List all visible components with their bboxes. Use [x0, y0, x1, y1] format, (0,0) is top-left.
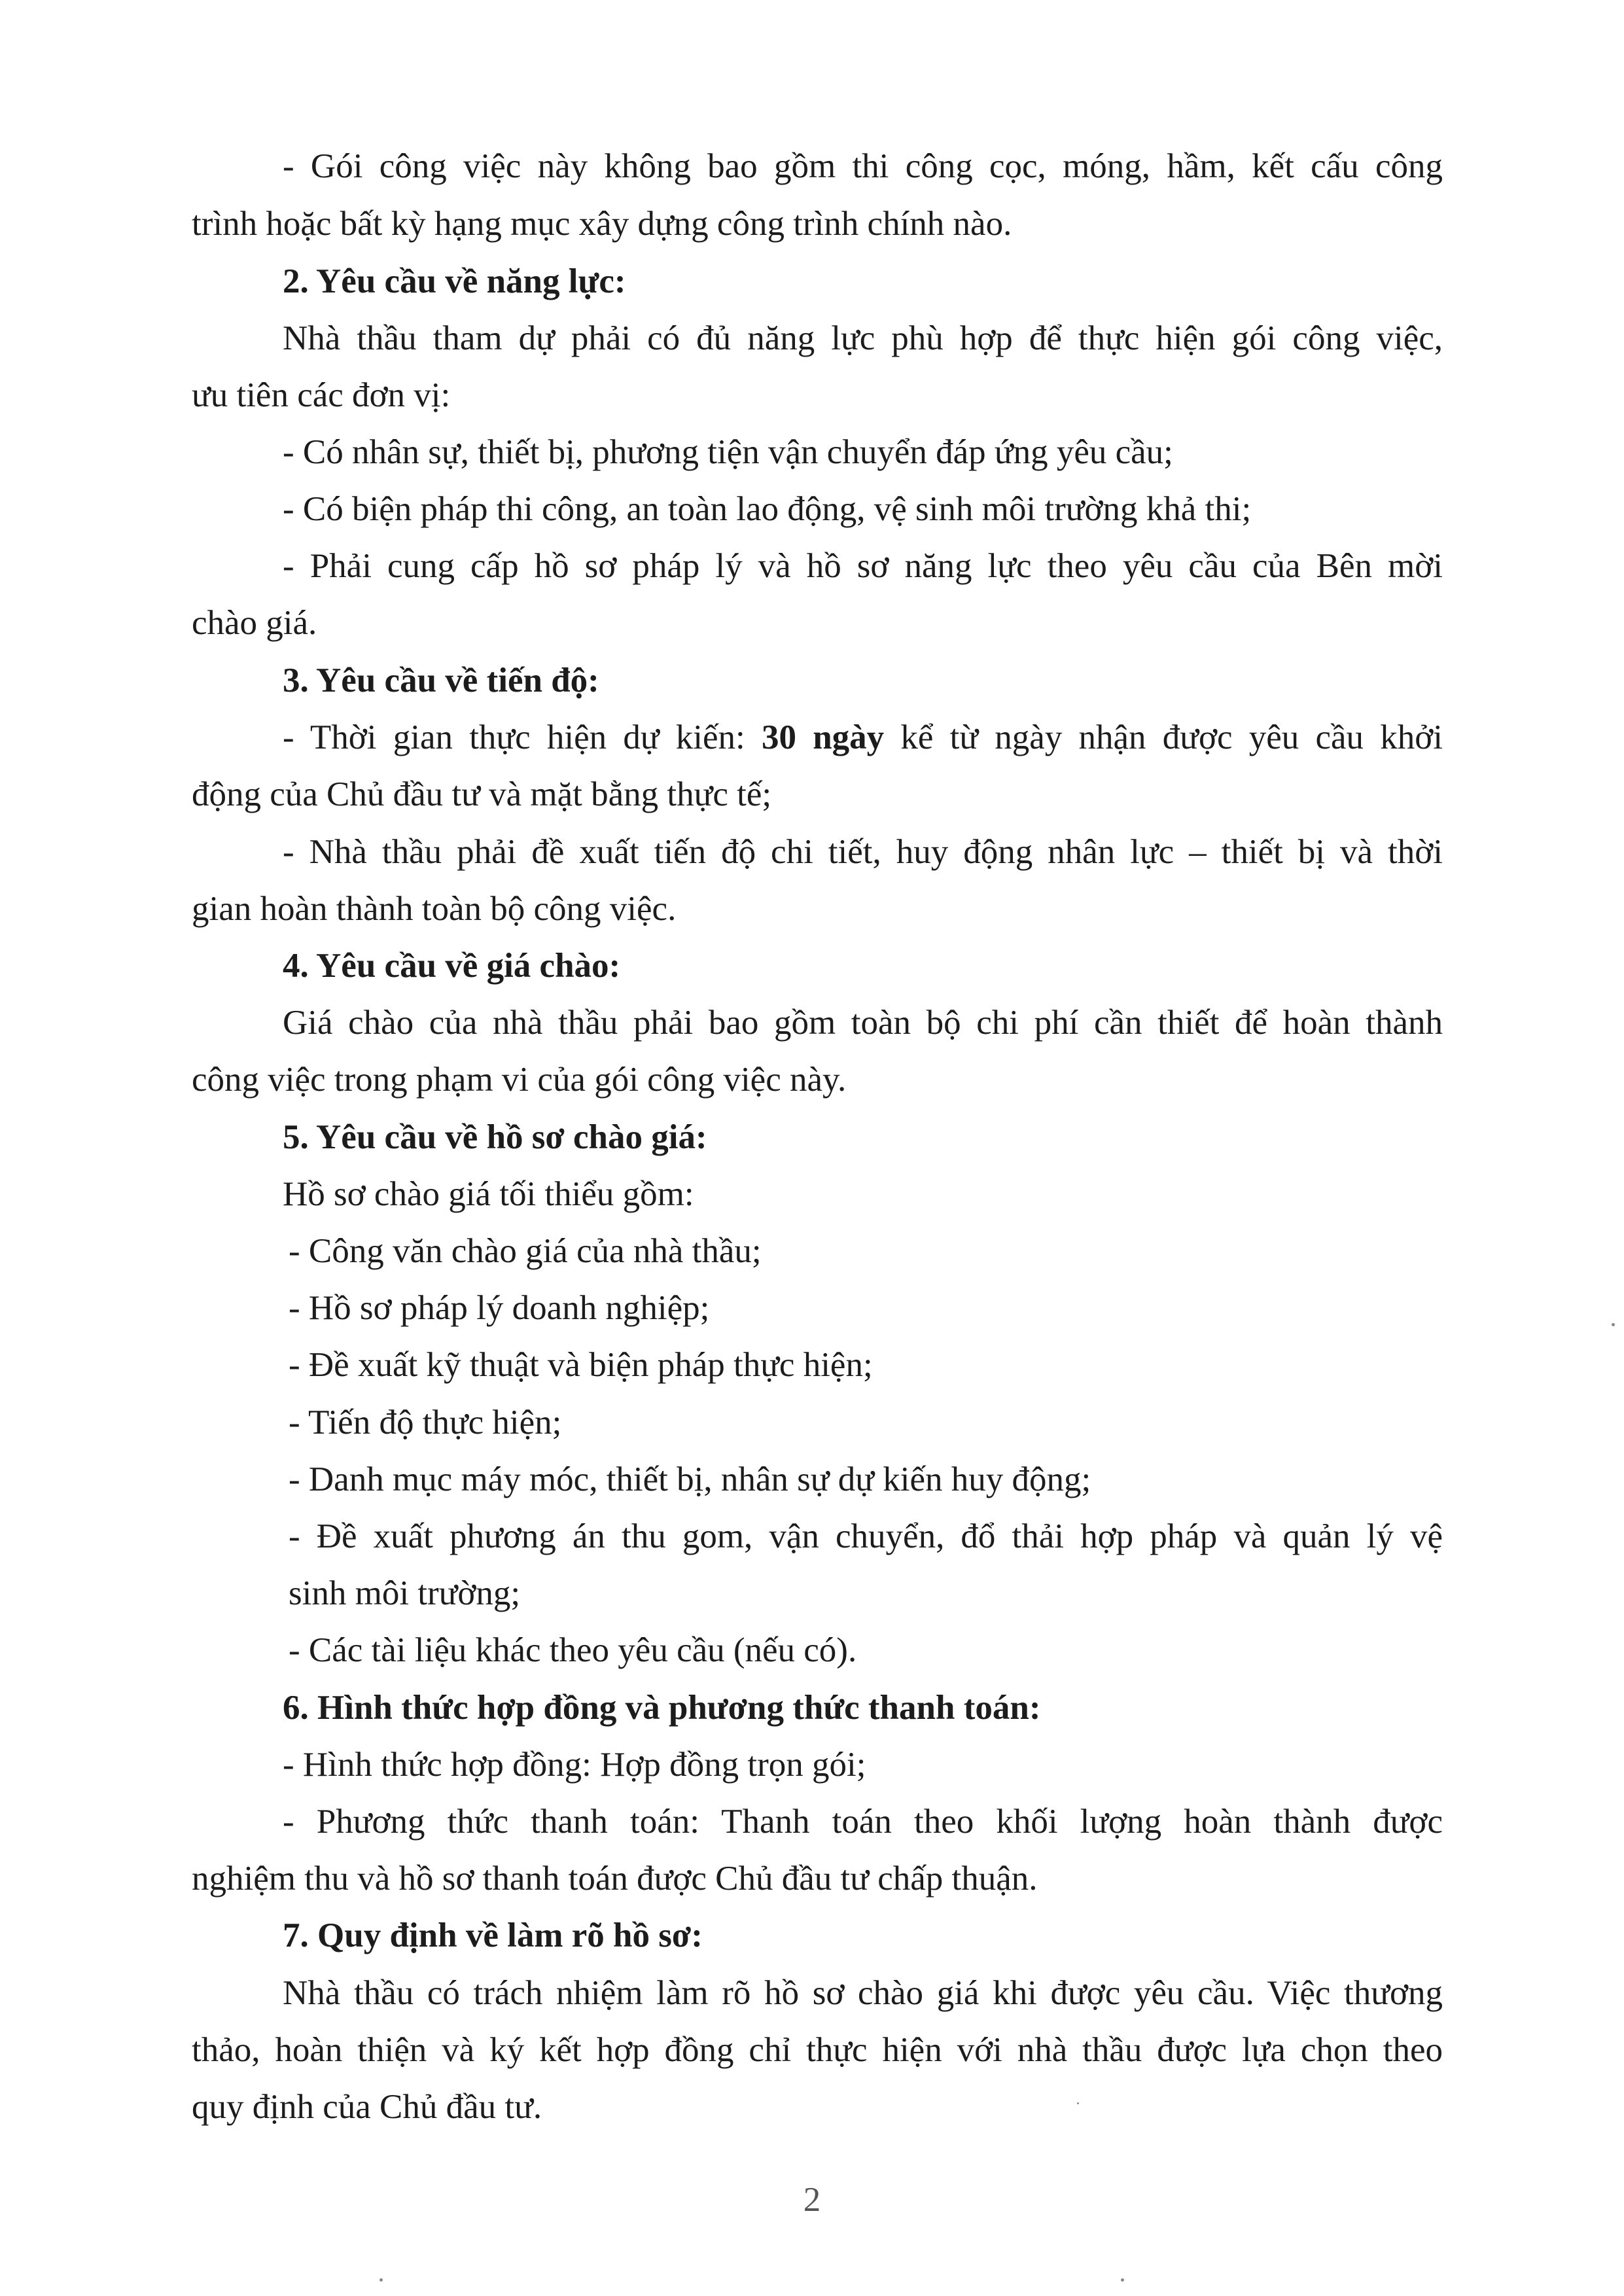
text-line: Hồ sơ chào giá tối thiểu gồm: — [283, 1175, 694, 1213]
text-line: - Gói công việc này không bao gồm thi công cọc, móng, hầm, kết cấu công — [283, 147, 1443, 185]
text-line: Nhà thầu tham dự phải có đủ năng lực phù hợp để thực hiện gói công việc, — [283, 319, 1443, 357]
list-item: - Có biện pháp thi công, an toàn lao động, vệ sinh môi trường khả thi; — [283, 490, 1252, 528]
text-span: - Thời gian thực hiện dự kiến: — [283, 718, 762, 756]
list-item: - Đề xuất kỹ thuật và biện pháp thực hiện; — [289, 1346, 873, 1384]
list-item: - Có nhân sự, thiết bị, phương tiện vận chuyển đáp ứng yêu cầu; — [283, 433, 1173, 471]
duration-value: 30 ngày — [761, 718, 885, 756]
text-line: Nhà thầu có trách nhiệm làm rõ hồ sơ chào giá khi được yêu cầu. Việc thương — [283, 1974, 1443, 2012]
list-item: - Hình thức hợp đồng: Hợp đồng trọn gói; — [283, 1746, 866, 1784]
scan-speck — [1121, 2278, 1124, 2282]
text-line: Giá chào của nhà thầu phải bao gồm toàn bộ chi phí cần thiết để hoàn thành — [283, 1004, 1443, 1042]
list-item: - Tiến độ thực hiện; — [289, 1404, 562, 1441]
list-item — [283, 709, 1443, 766]
text-line: thảo, hoàn thiện và ký kết hợp đồng chỉ thực hiện với nhà thầu được lựa chọn theo — [192, 2031, 1443, 2069]
list-item: - Phương thức thanh toán: Thanh toán theo khối lượng hoàn thành được — [283, 1803, 1443, 1841]
section-heading: 7. Quy định về làm rõ hồ sơ: — [283, 1916, 703, 1954]
list-item: - Đề xuất phương án thu gom, vận chuyển, đổ thải hợp pháp và quản lý vệ — [289, 1517, 1443, 1555]
section-heading: 2. Yêu cầu về năng lực: — [283, 262, 626, 300]
text-line: quy định của Chủ đầu tư. — [192, 2088, 542, 2126]
list-item: - Hồ sơ pháp lý doanh nghiệp; — [289, 1289, 710, 1327]
section-heading: 6. Hình thức hợp đồng và phương thức thanh toán: — [283, 1689, 1041, 1727]
text-line: động của Chủ đầu tư và mặt bằng thực tế; — [192, 775, 772, 813]
section-heading: 3. Yêu cầu về tiến độ: — [283, 662, 599, 699]
section-heading: 5. Yêu cầu về hồ sơ chào giá: — [283, 1118, 707, 1156]
text-line: gian hoàn thành toàn bộ công việc. — [192, 890, 677, 928]
scan-speck — [380, 2278, 383, 2282]
page-number: 2 — [803, 2181, 821, 2219]
text-line: nghiệm thu và hồ sơ thanh toán được Chủ đầu tư chấp thuận. — [192, 1860, 1038, 1898]
list-item: - Nhà thầu phải đề xuất tiến độ chi tiết, huy động nhân lực – thiết bị và thời — [283, 833, 1443, 871]
section-heading: 4. Yêu cầu về giá chào: — [283, 947, 621, 985]
list-item: - Công văn chào giá của nhà thầu; — [289, 1232, 762, 1270]
text-line: ưu tiên các đơn vị: — [192, 376, 451, 414]
list-item: - Các tài liệu khác theo yêu cầu (nếu có). — [289, 1631, 857, 1669]
text-line: sinh môi trường; — [289, 1574, 521, 1612]
text-line: trình hoặc bất kỳ hạng mục xây dựng công trình chính nào. — [192, 205, 1012, 243]
list-item: - Phải cung cấp hồ sơ pháp lý và hồ sơ năng lực theo yêu cầu của Bên mời — [283, 547, 1443, 585]
text-span: kể từ ngày nhận được yêu cầu khởi — [884, 718, 1443, 756]
text-line: công việc trong phạm vi của gói công việc này. — [192, 1061, 847, 1099]
scan-speck — [1077, 2102, 1079, 2104]
scan-speck — [1612, 1323, 1615, 1326]
list-item: - Danh mục máy móc, thiết bị, nhân sự dự kiến huy động; — [289, 1460, 1091, 1498]
text-line: chào giá. — [192, 604, 317, 642]
